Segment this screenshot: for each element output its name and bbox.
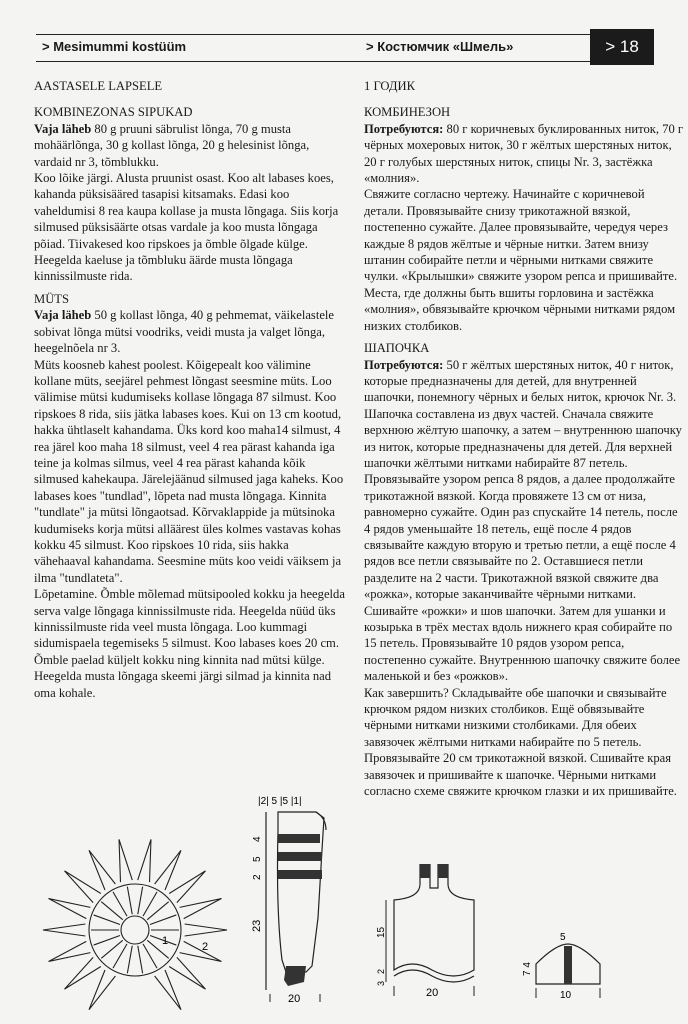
page-number: > 18 [590,29,654,65]
section-title: КОМБИНЕЗОН [364,105,451,120]
requirements-label: Vaja läheb [34,121,92,136]
hat-band-3: 3 [376,980,386,986]
hat-width: 20 [426,987,439,999]
suit-side-5: 5 [252,856,263,862]
requirements [364,121,684,187]
earflap-width: 10 [560,990,572,1001]
section-title: MÜTS [34,291,69,306]
age-heading: AASTASELE LAPSELE [34,79,163,93]
requirements [34,121,346,170]
requirements-label: Vaja läheb [34,308,92,323]
crochet-eye-diagram [30,818,240,1014]
suit-side-4: 4 [252,836,263,842]
earflap-side: 7 4 [522,962,533,976]
section-title: KOMBINEZONAS SIPUKAD [34,105,193,120]
diagram-label-2: 2 [202,941,209,953]
instructions: Koo lõike järgi. Alusta pruunist osast. Koo alt labases koes, kahanda püksisääred tasapisi kitsamaks. Edasi koo vaheldumisi 8 rea kaupa kollase ja musta lõngaga. Siis korja silmused püksisäärte otsas vardale ja koo musta lõngaga põiad. Tiivakesed koo ripskoes ja õmble õlgade külge. Heegelda kaeluse ja tõmbluku äärde musta lõngaga kinnissilmuste rida. [34,171,339,284]
hat-band: 2 [376,968,386,974]
requirements [34,307,346,356]
instructions: Шапочка составлена из двух частей. Сначала свяжите верхнюю жёлтую шапочку, а затем – внутреннюю шапочку из ниток, которые предназначены для детей. Для верхней шапочки жёлтыми нитками набирайте 87 петель. Провязывайте узором репса 8 рядов, а далее продолжайте трикотажной вязкой. Когда провяжете 13 см от низа, равномерно сужайте. Один раз спускайте 14 петель, после 4 рядов уменьшайте 18 петель, ещё после 4 рядов связывайте каждую вторую и третью петли, а ещё после 4 рядов все петли связывайте по 2. Оставшиеся петли разделите на 2 части. Трикотажной вязкой свяжите два «рожка», которые заканчивайте чёрными нитками. Сшивайте «рожки» и шов шапочки. Затем для ушанки и козырька в трёх местах вдоль нижнего края собирайте по 15 петель. Провязывайте 10 рядов узором репса, постепенно сужайте. Внутреннюю шапочку свяжите более маленькой и без «рожков». [364,406,682,684]
requirements-label: Потребуются: [364,121,444,136]
requirements-label: Потребуются: [364,357,444,372]
suit-width: 20 [288,993,301,1004]
requirements-text: 80 г коричневых буклированных ниток, 70 г чёрных мохеровых ниток, 30 г жёлтых шерстяных ниток, 20 г голубых шерстяных ниток, спицы Nr. 3, застёжка «молния». [364,121,684,186]
suit-side-2: 2 [252,874,263,880]
page-header [36,34,654,62]
requirements-text: 50 г жёлтых шерстяных ниток, 40 г ниток, которые предназначены для детей, для внутренней шапочки, понемногу чёрных и белых ниток, крючок Nr. 3. [364,357,677,405]
hat-height: 15 [376,926,387,938]
hat-schematic [362,858,518,1000]
earflap-schematic [516,930,616,1006]
header-right-title: > Костюмчик «Шмель» [366,39,514,54]
suit-height: 23 [251,919,263,932]
requirements [364,357,684,406]
finishing: Как завершить? Складывайте обе шапочки и связывайте крючком рядом низких столбиков. Ещё обвязывайте чёрными нитками низкими столбиками. Для обеих завязочек жёлтыми нитками набирайте по 5 петель. Провязывайте 20 см трикотажной вязкой. Сшивайте края завязочек и пришивайте к шапочке. Чёрными нитками согласно схеме свяжите крючком глазки и их пришивайте. [364,685,677,799]
suit-top-dims: |2| 5 |5 |1| [258,796,302,807]
suit-schematic [246,790,356,1004]
requirements-text: 80 g pruuni säbrulist lõnga, 70 g musta mohäärlõnga, 30 g kollast lõnga, 20 g helesinist lõnga, vardaid nr 3, tõmblukku. [34,121,310,169]
header-left-title: > Mesimummi kostüüm [42,39,187,54]
right-column [364,78,684,799]
instructions: Свяжите согласно чертежу. Начинайте с коричневой детали. Провязывайте снизу трикотажной вязкой, постепенно сужайте. Далее провязывайте, чередуя через каждые 8 рядов жёлтые и чёрные нитки. Затем внизу штанин собирайте петли и чёрными нитками свяжите чулки. «Крылышки» свяжите узором репса и пришивайте. Места, где должны быть вшиты горловина и застёжка «молния», обвязывайте крючком чёрными нитками рядом низких столбиков. [364,187,678,333]
section-title: ШАПОЧКА [364,341,430,356]
finishing: Lõpetamine. Õmble mõlemad mütsipooled kokku ja heegelda serva valge lõngaga kinnissilmuste rida. Heegelda nüüd üks kinnissilmuste rida veel musta lõngaga. Loo kummagi sidumispaela tegemiseks 5 silmust. Koo labases koes 20 cm. [34,587,345,651]
left-column [34,78,346,701]
diagram-label-1: 1 [162,935,169,947]
instructions: Müts koosneb kahest poolest. Kõigepealt koo välimine kollane müts, seejärel pehmest lõngast seesmine müts. Loo välimise mütsi kudumiseks kollase lõngaga 87 silmust. Koo ripskoes 8 rida, siis jätka labases koes. Kui on 13 cm kootud, hakka ühtlaselt kahandama. Üks kord koo maha14 silmust, 4 rea järel koo maha 18 silmust, veel 4 rea pärast kahanda iga teine ja kolmas silmus, veel 4 rea pärast kahanda kõik silmused kahekaupa. Järelejäänud silmused jaga kaheks. Koo labases koes "tundlad", lõpeta nad musta lõngaga. Kinnita "tundlate" ja mütsi lõngaotsad. Kõrvaklappide ja mütsinoka kudumiseks korja mütsi alläärest üles kolmes vastavas kohas kokku 45 silmust. Koo ripskoes 10 rida, siis hakka vähehaaval kahandama. Seesmine müts koo veidi väiksem ja ilma "tundlateta". [34,357,344,585]
age-heading: 1 ГОДИК [364,79,415,93]
requirements-text: 50 g kollast lõnga, 40 g pehmemat, väikelastele sobivat lõnga mütsi voodriks, veidi musta ja valget lõnga, heegelnõela nr 3. [34,308,334,356]
finishing-end: Õmble paelad küljelt kokku ning kinnita nad mütsi külge. Heegelda musta lõngaga skeemi järgi silmad ja kinnita nad oma kohale. [34,652,332,700]
earflap-top: 5 [560,932,566,943]
